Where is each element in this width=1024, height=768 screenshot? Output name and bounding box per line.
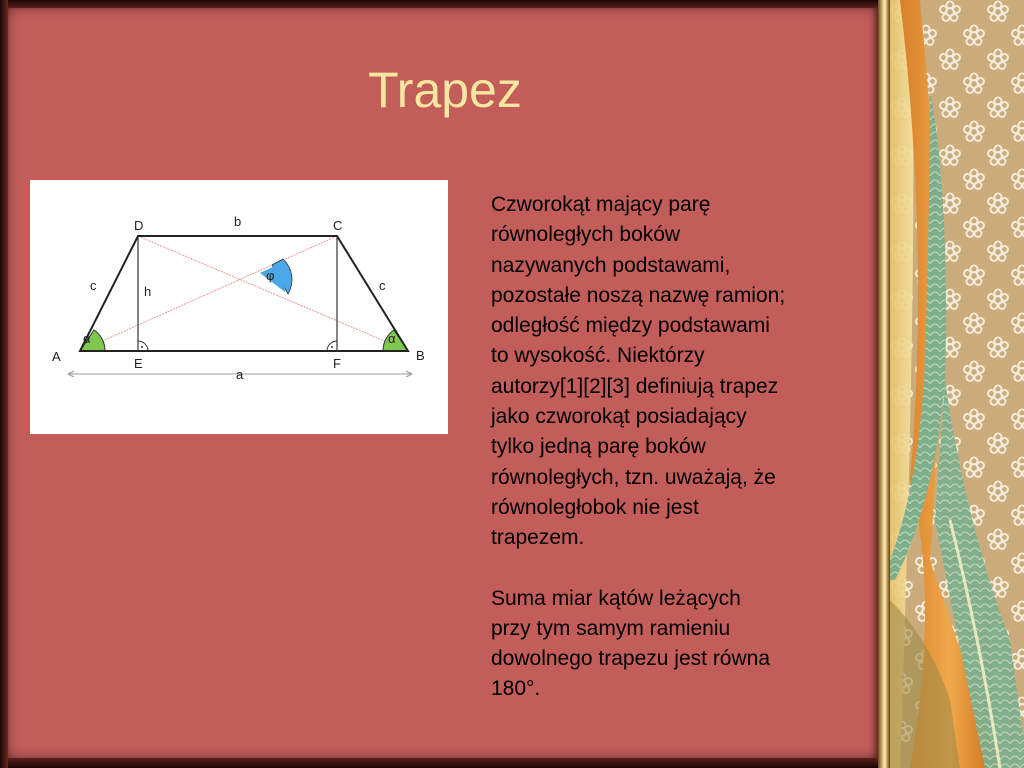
label-E: E	[134, 356, 143, 371]
text-line: to wysokość. Niektórzy	[491, 344, 705, 368]
text-line: jako czworokąt posiadający	[491, 405, 747, 429]
text-line: równoległych boków	[491, 223, 681, 247]
diagonal-DB	[138, 236, 408, 351]
text-line: Czworokąt mający parę	[491, 193, 711, 216]
panel-bottom-shadow	[0, 758, 880, 768]
trapezoid-shape	[80, 236, 408, 351]
label-B: B	[416, 348, 425, 363]
label-alpha-left: α	[83, 331, 91, 346]
text-line: 180°.	[491, 677, 541, 701]
panel-top-shadow	[0, 0, 880, 8]
slide-title: Trapez	[368, 62, 522, 118]
text-line: odległość między podstawami	[491, 314, 770, 338]
floral-pattern-art	[890, 0, 1024, 768]
label-c-left: c	[90, 278, 97, 293]
text-line: nazywanych podstawami,	[491, 253, 731, 277]
slide-body-text	[491, 190, 856, 705]
diagonal-AC	[80, 236, 337, 351]
angle-sum-paragraph	[491, 584, 856, 705]
label-F: F	[333, 356, 341, 371]
label-c-right: c	[379, 278, 386, 293]
text-line: trapezem.	[491, 526, 585, 550]
text-line: autorzy[1][2][3] definiują trapez	[491, 374, 779, 398]
label-a: a	[236, 367, 244, 382]
label-D: D	[134, 218, 144, 233]
text-line: dowolnego trapezu jest równa	[491, 647, 771, 671]
label-b: b	[234, 214, 242, 229]
text-line: równoległych, tzn. uważają, że	[491, 465, 776, 489]
right-angle-E	[138, 341, 148, 351]
text-line: tylko jedną parę boków	[491, 435, 706, 459]
label-A: A	[52, 349, 61, 364]
trapezoid-figure	[30, 180, 448, 434]
label-h: h	[144, 284, 152, 299]
trapezoid-diagram	[30, 180, 448, 434]
label-alpha-right: α	[388, 331, 396, 346]
text-line: pozostałe noszą nazwę ramion;	[491, 283, 786, 307]
text-line: przy tym samym ramieniu	[491, 616, 731, 640]
decorative-floral-panel	[890, 0, 1024, 768]
definition-paragraph	[491, 190, 856, 554]
text-line: Suma miar kątów leżących	[491, 586, 741, 610]
label-C: C	[333, 218, 343, 233]
label-phi: φ	[266, 268, 275, 283]
text-line: równoległobok nie jest	[491, 495, 699, 519]
